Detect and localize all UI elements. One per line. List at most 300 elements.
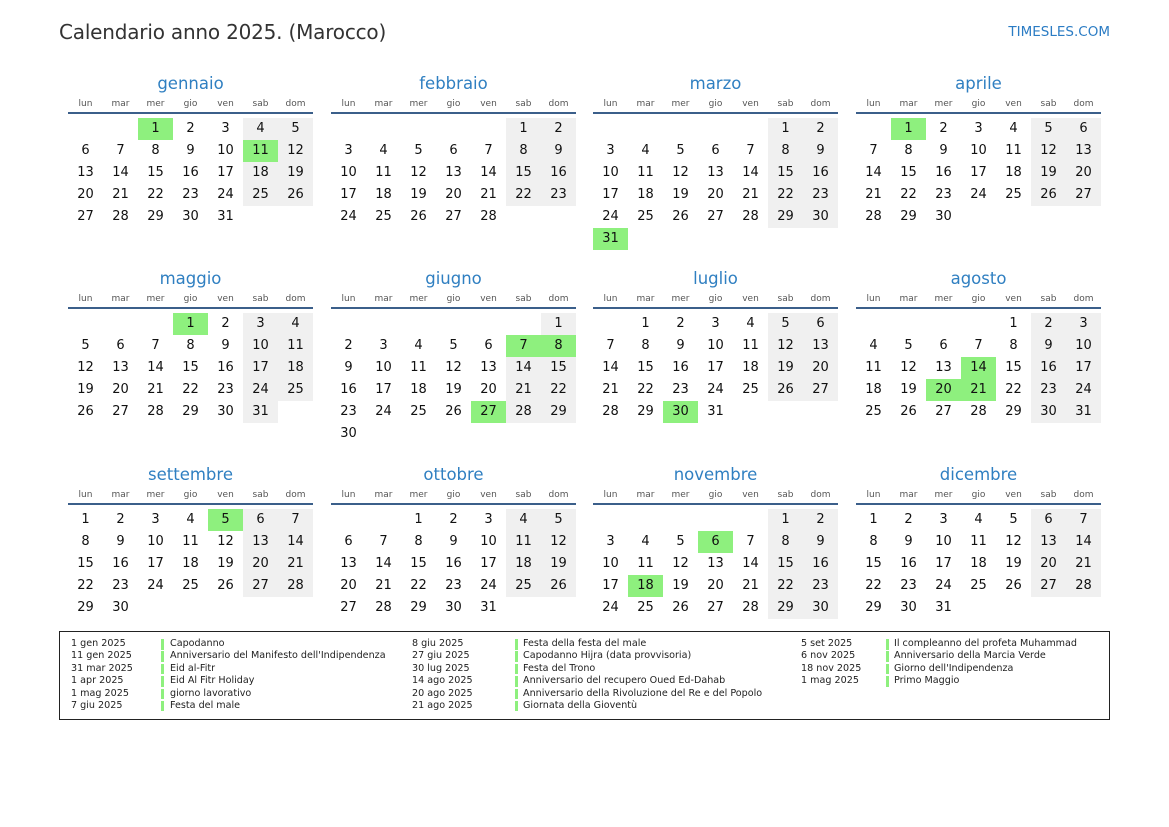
day-cell: 9 (676, 338, 685, 353)
day-cell: 26 (541, 575, 576, 597)
weekday-label: ven (480, 490, 497, 500)
month-divider (593, 112, 838, 114)
weekday-label: ven (217, 294, 234, 304)
day-cell: 11 (278, 335, 313, 357)
empty-cell (138, 313, 173, 335)
day-cell: 22 (1005, 382, 1022, 397)
weekday-label: mer (671, 294, 690, 304)
day-cell: 24 (375, 404, 392, 419)
day-cell: 12 (541, 531, 576, 553)
day-cell: 14 (480, 165, 497, 180)
day-cell: 2 (541, 118, 576, 140)
weekday-label: mer (671, 490, 690, 500)
weekday-label: lun (78, 294, 93, 304)
day-cell: 9 (116, 534, 125, 549)
empty-cell (891, 313, 926, 335)
month-divider (331, 503, 576, 505)
day-cell: 29 (182, 404, 199, 419)
day-cell: 17 (243, 357, 278, 379)
day-cell: 7 (278, 509, 313, 531)
day-cell: 6 (449, 143, 458, 158)
day-cell: 18 (506, 553, 541, 575)
weekday-label: ven (1005, 490, 1022, 500)
weekday-header (331, 294, 576, 306)
weekday-label: dom (285, 294, 306, 304)
month-agosto (856, 269, 1101, 423)
day-cell: 28 (480, 209, 497, 224)
day-cell: 29 (541, 401, 576, 423)
day-cell: 21 (480, 187, 497, 202)
month-gennaio (68, 74, 313, 228)
month-name: luglio (693, 269, 738, 288)
weekday-label: gio (446, 99, 461, 109)
day-cell: 19 (1031, 162, 1066, 184)
day-cell: 18 (637, 187, 654, 202)
day-cell: 14 (506, 357, 541, 379)
day-cell: 21 (602, 382, 619, 397)
holiday-date: 14 ago 2025 (412, 675, 473, 687)
month-divider (593, 307, 838, 309)
holiday-name: Festa del male (170, 699, 241, 711)
empty-cell (401, 118, 436, 140)
weekday-label: mer (409, 294, 428, 304)
day-cell: 21 (506, 379, 541, 401)
day-cell: 6 (81, 143, 90, 158)
day-cell: 30 (803, 597, 838, 619)
weekday-label: gio (183, 99, 198, 109)
holiday-date: 11 gen 2025 (71, 650, 132, 662)
day-cell: 14 (602, 360, 619, 375)
day-cell: 5 (81, 338, 90, 353)
day-cell: 14 (147, 360, 164, 375)
day-cell: 22 (900, 187, 917, 202)
holiday-color-marker (161, 676, 164, 687)
day-cell: 24 (340, 209, 357, 224)
day-cell: 11 (1005, 143, 1022, 158)
month-name: aprile (955, 74, 1002, 93)
empty-cell (401, 313, 436, 335)
day-cell: 11 (865, 360, 882, 375)
day-cell: 7 (869, 143, 878, 158)
empty-cell (593, 118, 628, 140)
day-cell: 24 (1066, 379, 1101, 401)
day-cell: 12 (900, 360, 917, 375)
weekday-label: ven (1005, 294, 1022, 304)
weekday-header (331, 99, 576, 111)
holiday-color-marker (161, 651, 164, 662)
weekday-label: gio (971, 99, 986, 109)
day-cell: 12 (1005, 534, 1022, 549)
day-cell: 12 (77, 360, 94, 375)
day-cell: 19 (1005, 556, 1022, 571)
month-name: febbraio (419, 74, 488, 93)
day-cell: 23 (1031, 379, 1066, 401)
day-cell: 16 (900, 556, 917, 571)
holiday-color-marker (886, 639, 889, 650)
day-cell: 27 (243, 575, 278, 597)
day-cell: 22 (865, 578, 882, 593)
day-cell: 5 (541, 509, 576, 531)
day-cell: 28 (865, 209, 882, 224)
weekday-label: sab (252, 99, 269, 109)
holiday-color-marker (886, 651, 889, 662)
day-cell: 14 (112, 165, 129, 180)
day-cell: 29 (410, 600, 427, 615)
day-cell: 4 (641, 143, 650, 158)
day-cell: 22 (637, 382, 654, 397)
day-cell: 28 (742, 600, 759, 615)
month-name: ottobre (423, 465, 484, 484)
day-cell: 3 (606, 143, 615, 158)
day-cell: 22 (506, 184, 541, 206)
weekday-label: mer (146, 294, 165, 304)
day-cell: 15 (1005, 360, 1022, 375)
holiday-color-marker (515, 701, 518, 712)
holiday-name: giorno lavorativo (170, 687, 252, 699)
day-cell: 17 (375, 382, 392, 397)
day-cell: 2 (803, 118, 838, 140)
day-cell: 9 (1031, 335, 1066, 357)
day-cell: 17 (340, 187, 357, 202)
day-cell: 3 (939, 512, 948, 527)
day-cell: 2 (803, 509, 838, 531)
day-cell: 8 (414, 534, 423, 549)
holiday-date: 7 giu 2025 (71, 699, 123, 711)
day-cell: 20 (480, 382, 497, 397)
day-cell: 23 (340, 404, 357, 419)
day-cell: 6 (1066, 118, 1101, 140)
day-cell: 11 (506, 531, 541, 553)
day-cell: 19 (541, 553, 576, 575)
day-cell: 4 (746, 316, 755, 331)
day-cell: 26 (1031, 184, 1066, 206)
day-cell: 16 (112, 556, 129, 571)
day-cell: 26 (217, 578, 234, 593)
day-cell: 3 (974, 121, 983, 136)
day-cell: 11 (182, 534, 199, 549)
weekday-label: lun (866, 294, 881, 304)
weekday-label: mer (409, 99, 428, 109)
holiday-color-marker (886, 664, 889, 675)
day-cell: 8 (81, 534, 90, 549)
day-cell: 12 (672, 556, 689, 571)
day-cell: 5 (676, 143, 685, 158)
day-cell: 15 (77, 556, 94, 571)
day-cell: 17 (480, 556, 497, 571)
day-cell: 8 (1009, 338, 1018, 353)
holiday-name: Giornata della Gioventù (523, 699, 638, 711)
day-cell: 10 (480, 534, 497, 549)
day-cell: 23 (803, 575, 838, 597)
day-cell: 9 (803, 140, 838, 162)
month-dicembre (856, 465, 1101, 619)
day-cell: 26 (445, 404, 462, 419)
day-cell: 18 (742, 360, 759, 375)
day-cell: 13 (707, 556, 724, 571)
weekday-label: mar (899, 490, 918, 500)
day-cell: 11 (742, 338, 759, 353)
day-cell: 16 (445, 556, 462, 571)
empty-cell (436, 118, 471, 140)
day-cell: 21 (375, 578, 392, 593)
day-grid (593, 509, 838, 619)
holiday-date: 5 set 2025 (801, 638, 853, 649)
holiday-day: 8 (541, 335, 576, 357)
day-cell: 16 (340, 382, 357, 397)
day-cell: 6 (344, 534, 353, 549)
weekday-label: mar (111, 294, 130, 304)
day-cell: 29 (147, 209, 164, 224)
empty-cell (103, 118, 138, 140)
day-cell: 30 (112, 600, 129, 615)
day-cell: 23 (672, 382, 689, 397)
weekday-header (856, 490, 1101, 502)
weekday-label: ven (217, 490, 234, 500)
day-cell: 11 (637, 556, 654, 571)
empty-cell (68, 118, 103, 140)
day-cell: 14 (742, 165, 759, 180)
day-cell: 30 (803, 206, 838, 228)
weekday-header (856, 294, 1101, 306)
day-cell: 18 (243, 162, 278, 184)
empty-cell (103, 313, 138, 335)
weekday-label: mar (111, 99, 130, 109)
day-cell: 15 (147, 165, 164, 180)
day-cell: 18 (375, 187, 392, 202)
day-cell: 10 (147, 534, 164, 549)
empty-cell (593, 509, 628, 531)
day-cell: 27 (1031, 575, 1066, 597)
holiday-day: 6 (698, 531, 733, 553)
day-cell: 20 (803, 357, 838, 379)
day-cell: 30 (935, 209, 952, 224)
day-cell: 31 (243, 401, 278, 423)
day-cell: 7 (484, 143, 493, 158)
day-cell: 24 (217, 187, 234, 202)
day-cell: 3 (221, 121, 230, 136)
day-grid (856, 313, 1101, 423)
empty-cell (593, 313, 628, 335)
weekday-label: sab (515, 490, 532, 500)
day-cell: 13 (480, 360, 497, 375)
holiday-color-marker (161, 639, 164, 650)
day-cell: 12 (445, 360, 462, 375)
day-cell: 26 (900, 404, 917, 419)
day-cell: 7 (746, 143, 755, 158)
empty-cell (698, 509, 733, 531)
day-cell: 24 (935, 578, 952, 593)
weekday-label: dom (548, 490, 569, 500)
day-cell: 16 (803, 553, 838, 575)
empty-cell (698, 118, 733, 140)
day-cell: 1 (81, 512, 90, 527)
day-cell: 30 (340, 426, 357, 441)
weekday-label: mer (671, 99, 690, 109)
day-cell: 17 (602, 578, 619, 593)
month-settembre (68, 465, 313, 619)
day-cell: 28 (970, 404, 987, 419)
weekday-label: gio (446, 490, 461, 500)
weekday-label: gio (708, 294, 723, 304)
weekday-label: gio (183, 490, 198, 500)
day-cell: 27 (445, 209, 462, 224)
weekday-label: mer (146, 99, 165, 109)
day-cell: 30 (445, 600, 462, 615)
day-cell: 25 (742, 382, 759, 397)
holiday-day: 1 (173, 313, 208, 335)
day-cell: 27 (340, 600, 357, 615)
day-cell: 10 (602, 165, 619, 180)
day-cell: 13 (77, 165, 94, 180)
day-cell: 2 (449, 512, 458, 527)
weekday-label: dom (810, 294, 831, 304)
day-cell: 19 (900, 382, 917, 397)
day-cell: 9 (186, 143, 195, 158)
day-cell: 16 (1031, 357, 1066, 379)
weekday-label: dom (548, 294, 569, 304)
empty-cell (663, 509, 698, 531)
day-cell: 1 (641, 316, 650, 331)
day-cell: 3 (1066, 313, 1101, 335)
day-cell: 9 (449, 534, 458, 549)
month-name: maggio (159, 269, 222, 288)
day-cell: 17 (1066, 357, 1101, 379)
holiday-name: Capodanno Hijra (data provvisoria) (523, 650, 692, 662)
empty-cell (68, 313, 103, 335)
day-cell: 7 (606, 338, 615, 353)
day-cell: 6 (243, 509, 278, 531)
day-cell: 15 (768, 162, 803, 184)
weekday-header (68, 294, 313, 306)
month-name: novembre (673, 465, 758, 484)
month-name: gennaio (157, 74, 224, 93)
site-link[interactable]: TIMESLES.COM (1008, 24, 1110, 40)
weekday-header (68, 490, 313, 502)
weekday-label: mer (409, 490, 428, 500)
day-cell: 15 (768, 553, 803, 575)
weekday-label: lun (603, 294, 618, 304)
month-ottobre (331, 465, 576, 619)
empty-cell (471, 313, 506, 335)
month-giugno (331, 269, 576, 445)
empty-cell (733, 118, 768, 140)
day-cell: 27 (77, 209, 94, 224)
day-cell: 14 (375, 556, 392, 571)
day-grid (68, 313, 313, 423)
day-cell: 23 (803, 184, 838, 206)
day-cell: 19 (278, 162, 313, 184)
weekday-label: dom (1073, 490, 1094, 500)
day-cell: 8 (186, 338, 195, 353)
weekday-label: sab (1040, 490, 1057, 500)
day-cell: 29 (637, 404, 654, 419)
weekday-label: sab (252, 294, 269, 304)
month-name: dicembre (939, 465, 1018, 484)
day-cell: 28 (602, 404, 619, 419)
day-cell: 20 (707, 578, 724, 593)
weekday-label: lun (341, 99, 356, 109)
day-cell: 9 (803, 531, 838, 553)
day-cell: 27 (707, 600, 724, 615)
day-cell: 5 (768, 313, 803, 335)
day-cell: 6 (939, 338, 948, 353)
day-cell: 1 (541, 313, 576, 335)
day-cell: 16 (672, 360, 689, 375)
day-cell: 17 (970, 165, 987, 180)
weekday-header (593, 294, 838, 306)
weekday-label: dom (810, 99, 831, 109)
day-cell: 23 (541, 184, 576, 206)
holiday-date: 21 ago 2025 (412, 699, 473, 711)
day-cell: 22 (147, 187, 164, 202)
holiday-name: Eid al-Fitr (170, 662, 216, 674)
day-cell: 25 (243, 184, 278, 206)
day-cell: 29 (865, 600, 882, 615)
day-cell: 19 (768, 357, 803, 379)
day-cell: 25 (182, 578, 199, 593)
day-cell: 15 (637, 360, 654, 375)
weekday-label: sab (777, 294, 794, 304)
weekday-label: mar (636, 99, 655, 109)
day-cell: 5 (278, 118, 313, 140)
day-cell: 4 (379, 143, 388, 158)
day-cell: 20 (243, 553, 278, 575)
day-cell: 18 (970, 556, 987, 571)
day-cell: 13 (112, 360, 129, 375)
holiday-day: 18 (628, 575, 663, 597)
day-cell: 5 (676, 534, 685, 549)
empty-cell (663, 118, 698, 140)
weekday-label: mar (374, 294, 393, 304)
day-cell: 21 (147, 382, 164, 397)
weekday-label: sab (1040, 99, 1057, 109)
holiday-color-marker (515, 676, 518, 687)
holiday-color-marker (515, 651, 518, 662)
day-cell: 22 (768, 184, 803, 206)
day-cell: 8 (768, 140, 803, 162)
day-cell: 23 (182, 187, 199, 202)
month-name: agosto (950, 269, 1007, 288)
day-cell: 28 (506, 401, 541, 423)
day-cell: 13 (243, 531, 278, 553)
day-cell: 23 (112, 578, 129, 593)
weekday-label: lun (866, 99, 881, 109)
day-cell: 15 (410, 556, 427, 571)
day-cell: 29 (1005, 404, 1022, 419)
month-divider (331, 307, 576, 309)
day-cell: 10 (340, 165, 357, 180)
weekday-label: sab (777, 99, 794, 109)
day-cell: 8 (768, 531, 803, 553)
month-maggio (68, 269, 313, 423)
day-cell: 4 (278, 313, 313, 335)
day-cell: 16 (803, 162, 838, 184)
day-cell: 31 (1066, 401, 1101, 423)
day-cell: 1 (1009, 316, 1018, 331)
day-cell: 16 (182, 165, 199, 180)
day-cell: 24 (602, 209, 619, 224)
day-cell: 12 (1031, 140, 1066, 162)
weekday-label: gio (708, 490, 723, 500)
weekday-label: gio (971, 294, 986, 304)
day-cell: 20 (1066, 162, 1101, 184)
holiday-date: 18 nov 2025 (801, 662, 862, 674)
day-cell: 23 (900, 578, 917, 593)
day-cell: 10 (217, 143, 234, 158)
day-cell: 30 (900, 600, 917, 615)
day-cell: 7 (974, 338, 983, 353)
weekday-label: lun (866, 490, 881, 500)
